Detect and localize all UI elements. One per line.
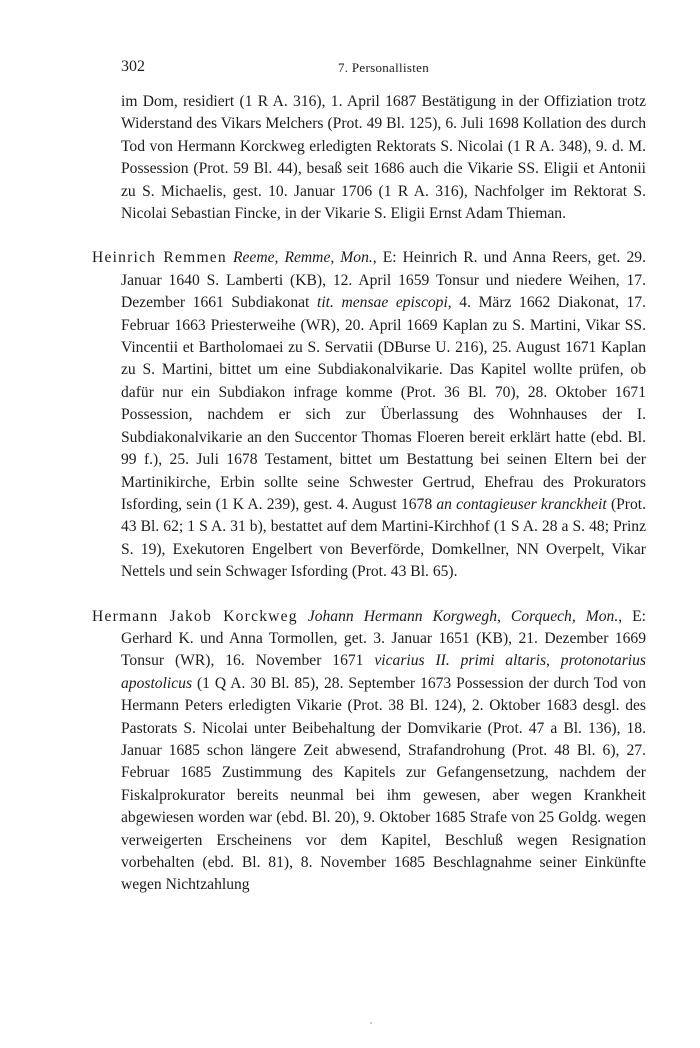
entry-italic-text: an contagieuser kranckheit <box>436 495 607 513</box>
running-title: 7. Personallisten <box>337 60 430 75</box>
entry-heinrich-remmen <box>92 247 647 583</box>
page-number: 302 <box>121 58 145 75</box>
scan-speck <box>370 1022 372 1024</box>
entry-text: (Prot. 43 Bl. 62; 1 S A. 31 b), bestattet auf dem Martini-Kirchhof (1 S A. 28 a S. 48; Prinz S. 19), Exekutoren Engelbert von Beverförde, Domkellner, NN Overpelt, Vikar Nettels und sein Schwager Isfording (Prot. 43 Bl. 65). <box>121 495 647 581</box>
entry-name: Heinrich Remmen <box>92 249 227 267</box>
entry-italic-text: tit. mensae episcopi <box>316 294 448 312</box>
entry-name: Hermann Jakob Korckweg <box>92 607 298 625</box>
page-header <box>121 58 646 82</box>
name-variants: Johann Hermann Korgwegh, Corquech, Mon. <box>307 607 619 625</box>
entry-text: (1 Q A. 30 Bl. 85), 28. September 1673 Possession der durch Tod von Hermann Peters erledigten Vikarie (Prot. 38 Bl. 124), 2. Oktober 1683 desgl. des Pastorats S. Nicolai unter Beibehaltung der Domvikarie (Prot. 47 a Bl. 136), 18. Januar 1685 schon längere Zeit abwesend, Strafandrohung (Prot. 48 Bl. 6), 27. Februar 1685 Zustimmung des Kapitels zur Gefangensetzung, nachdem der Fiskalprokurator bereits neunmal bei ihm gewesen, aber wegen Krankheit abgewiesen worden war (ebd. Bl. 20), 9. Oktober 1685 Strafe von 25 Goldg. wegen verweigerten Erscheinens vor dem Kapitel, Beschluß wegen Resignation vorbehalten (ebd. Bl. 81), 8. November 1685 Beschlagnahme seiner Einkünfte wegen Nichtzahlung <box>121 674 646 894</box>
entry-text: , E: Heinrich R. und Anna Reers, get. 29. Januar 1640 S. Lamberti (KB), 12. April 1659 Tonsur und niedere Weihen, 17. Dezember 1661 Subdiakonat <box>121 249 646 312</box>
name-variants: Reeme, Remme, Mon. <box>232 249 373 267</box>
continuation-paragraph: im Dom, residiert (1 R A. 316), 1. April 1687 Bestätigung in der Offiziation trotz Widerstand des Vikars Melchers (Prot. 49 Bl. 125), 6. Juli 1698 Kollation des durch Tod von Hermann Korckweg erledigten Rektorats S. Nicolai (1 R A. 348), 9. d. M. Possession (Prot. 59 Bl. 44), besaß seit 1686 auch die Vikarie SS. Eligii et Antonii zu S. Michaelis, gest. 10. Januar 1706 (1 R A. 316), Nachfolger im Rektorat S. Nicolai Sebastian Fincke, in der Vikarie S. Eligii Ernst Adam Thieman. <box>121 93 646 223</box>
entry-text: , E: Gerhard K. und Anna Tormollen, get. 3. Januar 1651 (KB), 21. Dezember 1669 Tonsur (WR), 16. November 1671 <box>121 607 646 670</box>
entry-hermann-jakob-korckweg <box>92 606 646 897</box>
entry-text: , 4. März 1662 Diakonat, 17. Februar 1663 Priesterweihe (WR), 20. April 1669 Kaplan zu S. Martini, Vikar SS. Vincentii et Bartholomaei zu S. Servatii (DBurse U. 216), 25. August 1671 Kaplan zu S. Martini, bittet um eine Subdiakonalvikarie. Das Kapitel wollte prüfen, ob dafür nur ein Subdiakon infrage komme (Prot. 36 Bl. 70), 28. Oktober 1671 Possession, nachdem er sich zur Überlassung des Wohnhauses der I. Subdiakonalvikarie an den Succentor Thomas Floeren bereit erklärt hatte (ebd. Bl. 99 f.), 25. Juli 1678 Testament, bittet um Bestattung bei seinen Eltern bei der Martinikirche, Erbin sollte seine Schwester Gertrud, Ehefrau des Prokurators Isfording, sein (1 K A. 239), gest. 4. August 1678 <box>121 294 646 513</box>
entry-italic-text: vicarius II. primi altaris, protonotarius apostolicus <box>121 652 646 692</box>
page-body <box>92 91 647 897</box>
